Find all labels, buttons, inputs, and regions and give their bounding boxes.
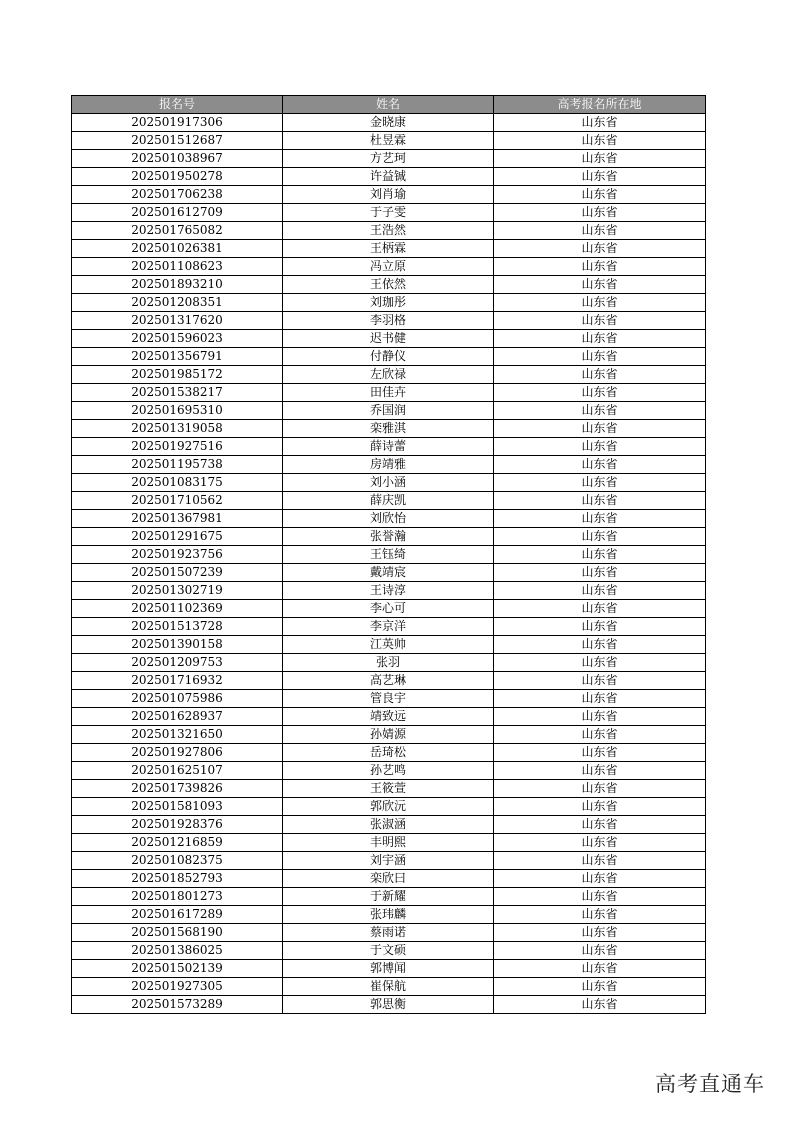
name-cell: 于子雯 <box>283 204 494 222</box>
registration-number-cell: 202501390158 <box>72 636 283 654</box>
name-cell: 崔保航 <box>283 978 494 996</box>
registration-number-cell: 202501706238 <box>72 186 283 204</box>
registration-number-cell: 202501075986 <box>72 690 283 708</box>
table-row <box>72 204 706 222</box>
location-cell: 山东省 <box>494 366 706 384</box>
name-cell: 李京洋 <box>283 618 494 636</box>
table-row <box>72 276 706 294</box>
table-row <box>72 978 706 996</box>
registration-number-cell: 202501612709 <box>72 204 283 222</box>
header-row <box>72 96 706 114</box>
location-cell: 山东省 <box>494 744 706 762</box>
registration-number-cell: 202501208351 <box>72 294 283 312</box>
registration-number-cell: 202501291675 <box>72 528 283 546</box>
name-cell: 房靖雅 <box>283 456 494 474</box>
name-cell: 张淑涵 <box>283 816 494 834</box>
name-cell: 王筱萱 <box>283 780 494 798</box>
table-row <box>72 852 706 870</box>
location-cell: 山东省 <box>494 492 706 510</box>
name-cell: 王柄霖 <box>283 240 494 258</box>
registration-number-cell: 202501852793 <box>72 870 283 888</box>
name-cell: 郭思衡 <box>283 996 494 1014</box>
watermark-logo: 高考直通车 <box>655 1072 765 1096</box>
location-cell: 山东省 <box>494 348 706 366</box>
table-row <box>72 348 706 366</box>
location-cell: 山东省 <box>494 312 706 330</box>
location-cell: 山东省 <box>494 294 706 312</box>
name-cell: 方艺珂 <box>283 150 494 168</box>
table-row <box>72 294 706 312</box>
name-cell: 左欣禄 <box>283 366 494 384</box>
location-cell: 山东省 <box>494 762 706 780</box>
registration-number-cell: 202501765082 <box>72 222 283 240</box>
location-cell: 山东省 <box>494 636 706 654</box>
name-cell: 刘肖瑜 <box>283 186 494 204</box>
location-cell: 山东省 <box>494 132 706 150</box>
table-row <box>72 510 706 528</box>
name-cell: 戴靖宸 <box>283 564 494 582</box>
table-body <box>72 114 706 1014</box>
location-cell: 山东省 <box>494 456 706 474</box>
name-cell: 张玮麟 <box>283 906 494 924</box>
registration-number-cell: 202501102369 <box>72 600 283 618</box>
name-cell: 田佳卉 <box>283 384 494 402</box>
location-cell: 山东省 <box>494 690 706 708</box>
registration-number-cell: 202501367981 <box>72 510 283 528</box>
name-cell: 管良宇 <box>283 690 494 708</box>
name-cell: 王钰绮 <box>283 546 494 564</box>
location-cell: 山东省 <box>494 906 706 924</box>
table-row <box>72 420 706 438</box>
table-row <box>72 924 706 942</box>
registration-number-cell: 202501923756 <box>72 546 283 564</box>
registration-number-cell: 202501502139 <box>72 960 283 978</box>
registration-number-cell: 202501507239 <box>72 564 283 582</box>
name-cell: 栾欣曰 <box>283 870 494 888</box>
location-cell: 山东省 <box>494 186 706 204</box>
location-cell: 山东省 <box>494 672 706 690</box>
table-row <box>72 312 706 330</box>
location-cell: 山东省 <box>494 150 706 168</box>
location-cell: 山东省 <box>494 996 706 1014</box>
registration-number-cell: 202501985172 <box>72 366 283 384</box>
location-cell: 山东省 <box>494 654 706 672</box>
table-row <box>72 240 706 258</box>
table-row <box>72 906 706 924</box>
table-row <box>72 672 706 690</box>
name-cell: 刘小涵 <box>283 474 494 492</box>
location-cell: 山东省 <box>494 600 706 618</box>
table-row <box>72 744 706 762</box>
table-row <box>72 438 706 456</box>
table-row <box>72 798 706 816</box>
location-cell: 山东省 <box>494 168 706 186</box>
registration-number-cell: 202501928376 <box>72 816 283 834</box>
table-row <box>72 366 706 384</box>
location-cell: 山东省 <box>494 222 706 240</box>
location-cell: 山东省 <box>494 474 706 492</box>
name-cell: 金晓康 <box>283 114 494 132</box>
table-row <box>72 618 706 636</box>
name-cell: 薛庆凯 <box>283 492 494 510</box>
location-cell: 山东省 <box>494 978 706 996</box>
table-row <box>72 168 706 186</box>
name-cell: 刘珈彤 <box>283 294 494 312</box>
table-row <box>72 222 706 240</box>
location-cell: 山东省 <box>494 510 706 528</box>
table-row <box>72 474 706 492</box>
name-cell: 冯立原 <box>283 258 494 276</box>
registration-number-cell: 202501513728 <box>72 618 283 636</box>
table-row <box>72 402 706 420</box>
registration-number-cell: 202501108623 <box>72 258 283 276</box>
name-cell: 李心可 <box>283 600 494 618</box>
location-cell: 山东省 <box>494 330 706 348</box>
registration-number-cell: 202501917306 <box>72 114 283 132</box>
table-row <box>72 186 706 204</box>
registration-number-cell: 202501512687 <box>72 132 283 150</box>
location-cell: 山东省 <box>494 708 706 726</box>
location-cell: 山东省 <box>494 564 706 582</box>
table-row <box>72 600 706 618</box>
location-cell: 山东省 <box>494 438 706 456</box>
registration-number-cell: 202501801273 <box>72 888 283 906</box>
location-cell: 山东省 <box>494 726 706 744</box>
name-cell: 丰明熙 <box>283 834 494 852</box>
table-row <box>72 960 706 978</box>
name-cell: 薛诗蕾 <box>283 438 494 456</box>
registration-number-cell: 202501026381 <box>72 240 283 258</box>
header-name: 姓名 <box>283 96 494 114</box>
registration-number-cell: 202501302719 <box>72 582 283 600</box>
table-row <box>72 816 706 834</box>
table-row <box>72 654 706 672</box>
registration-number-cell: 202501716932 <box>72 672 283 690</box>
name-cell: 李羽格 <box>283 312 494 330</box>
registration-number-cell: 202501950278 <box>72 168 283 186</box>
name-cell: 乔国润 <box>283 402 494 420</box>
registration-number-cell: 202501927806 <box>72 744 283 762</box>
location-cell: 山东省 <box>494 942 706 960</box>
registration-number-cell: 202501710562 <box>72 492 283 510</box>
table-row <box>72 636 706 654</box>
table-row <box>72 726 706 744</box>
location-cell: 山东省 <box>494 960 706 978</box>
name-cell: 刘欣怡 <box>283 510 494 528</box>
table-row <box>72 888 706 906</box>
table-row <box>72 708 706 726</box>
name-cell: 孙婧源 <box>283 726 494 744</box>
table-row <box>72 132 706 150</box>
registration-number-cell: 202501628937 <box>72 708 283 726</box>
table-row <box>72 582 706 600</box>
location-cell: 山东省 <box>494 546 706 564</box>
location-cell: 山东省 <box>494 582 706 600</box>
name-cell: 付静仪 <box>283 348 494 366</box>
registration-number-cell: 202501386025 <box>72 942 283 960</box>
table-row <box>72 258 706 276</box>
table-row <box>72 492 706 510</box>
table-row <box>72 780 706 798</box>
table-row <box>72 114 706 132</box>
name-cell: 高艺琳 <box>283 672 494 690</box>
location-cell: 山东省 <box>494 618 706 636</box>
location-cell: 山东省 <box>494 816 706 834</box>
registration-number-cell: 202501625107 <box>72 762 283 780</box>
location-cell: 山东省 <box>494 384 706 402</box>
table-row <box>72 942 706 960</box>
table-row <box>72 690 706 708</box>
name-cell: 郭博闻 <box>283 960 494 978</box>
location-cell: 山东省 <box>494 888 706 906</box>
registration-number-cell: 202501083175 <box>72 474 283 492</box>
registration-number-cell: 202501038967 <box>72 150 283 168</box>
location-cell: 山东省 <box>494 276 706 294</box>
name-cell: 刘宇涵 <box>283 852 494 870</box>
table-row <box>72 996 706 1014</box>
registration-number-cell: 202501216859 <box>72 834 283 852</box>
location-cell: 山东省 <box>494 834 706 852</box>
location-cell: 山东省 <box>494 798 706 816</box>
location-cell: 山东省 <box>494 780 706 798</box>
name-cell: 张誉瀚 <box>283 528 494 546</box>
table-row <box>72 330 706 348</box>
table-row <box>72 762 706 780</box>
registration-number-cell: 202501321650 <box>72 726 283 744</box>
location-cell: 山东省 <box>494 852 706 870</box>
location-cell: 山东省 <box>494 402 706 420</box>
name-cell: 岳琦松 <box>283 744 494 762</box>
location-cell: 山东省 <box>494 240 706 258</box>
registration-number-cell: 202501695310 <box>72 402 283 420</box>
location-cell: 山东省 <box>494 114 706 132</box>
registration-number-cell: 202501538217 <box>72 384 283 402</box>
registration-number-cell: 202501082375 <box>72 852 283 870</box>
header-registration-number: 报名号 <box>72 96 283 114</box>
table-row <box>72 528 706 546</box>
name-cell: 于文硕 <box>283 942 494 960</box>
name-cell: 郭欣沅 <box>283 798 494 816</box>
name-cell: 王诗淳 <box>283 582 494 600</box>
header-registration-location: 高考报名所在地 <box>494 96 706 114</box>
registration-number-cell: 202501317620 <box>72 312 283 330</box>
name-cell: 栾雅淇 <box>283 420 494 438</box>
registration-number-cell: 202501927305 <box>72 978 283 996</box>
table-row <box>72 564 706 582</box>
registration-number-cell: 202501739826 <box>72 780 283 798</box>
location-cell: 山东省 <box>494 204 706 222</box>
registration-number-cell: 202501195738 <box>72 456 283 474</box>
name-cell: 王浩然 <box>283 222 494 240</box>
admission-table <box>71 95 706 1014</box>
location-cell: 山东省 <box>494 924 706 942</box>
registration-number-cell: 202501356791 <box>72 348 283 366</box>
registration-number-cell: 202501568190 <box>72 924 283 942</box>
location-cell: 山东省 <box>494 528 706 546</box>
location-cell: 山东省 <box>494 420 706 438</box>
location-cell: 山东省 <box>494 870 706 888</box>
name-cell: 杜昱霖 <box>283 132 494 150</box>
registration-number-cell: 202501596023 <box>72 330 283 348</box>
registration-number-cell: 202501319058 <box>72 420 283 438</box>
table-row <box>72 870 706 888</box>
registration-number-cell: 202501581093 <box>72 798 283 816</box>
table-row <box>72 150 706 168</box>
name-cell: 迟书健 <box>283 330 494 348</box>
name-cell: 蔡雨诺 <box>283 924 494 942</box>
table-row <box>72 834 706 852</box>
location-cell: 山东省 <box>494 258 706 276</box>
name-cell: 孙艺鸣 <box>283 762 494 780</box>
registration-number-cell: 202501209753 <box>72 654 283 672</box>
name-cell: 于新耀 <box>283 888 494 906</box>
name-cell: 许益铖 <box>283 168 494 186</box>
registration-number-cell: 202501573289 <box>72 996 283 1014</box>
registration-number-cell: 202501617289 <box>72 906 283 924</box>
table-row <box>72 546 706 564</box>
registration-number-cell: 202501927516 <box>72 438 283 456</box>
name-cell: 王依然 <box>283 276 494 294</box>
name-cell: 张羽 <box>283 654 494 672</box>
name-cell: 靖致远 <box>283 708 494 726</box>
registration-number-cell: 202501893210 <box>72 276 283 294</box>
table-row <box>72 384 706 402</box>
name-cell: 江英帅 <box>283 636 494 654</box>
table-row <box>72 456 706 474</box>
